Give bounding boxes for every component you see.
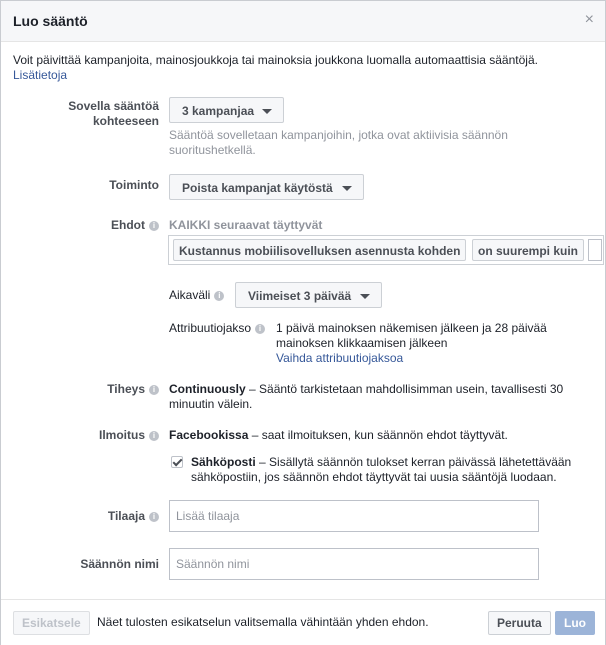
info-icon[interactable]: i [149, 431, 159, 441]
conditions-label [41, 218, 159, 233]
learn-more-link[interactable]: Lisätietoja [13, 68, 68, 82]
attribution-label-text: Attribuutiojakso [169, 321, 252, 335]
conditions-subtitle: KAIKKI seuraavat täyttyvät [169, 218, 323, 232]
attribution-line2: mainoksen klikkaamisen jälkeen [276, 336, 448, 350]
apply-note [169, 128, 569, 158]
subscriber-label [41, 509, 159, 524]
info-icon[interactable]: i [149, 385, 159, 395]
info-icon[interactable]: i [214, 291, 224, 301]
info-icon[interactable]: i [255, 324, 265, 334]
apply-to-dropdown[interactable] [169, 97, 284, 123]
attribution-label [169, 321, 265, 336]
subscriber-label-text: Tilaaja [107, 509, 145, 523]
condition-metric-token[interactable]: Kustannus mobiilisovelluksen asennusta kohden [173, 239, 466, 261]
email-desc-line2: sähköpostiin, jos säännön ehdot täyttyvät tai uusia sääntöjä luodaan. [191, 470, 557, 484]
preview-hint: Näet tulosten esikatselun valitsemalla vähintään yhden ehdon. [97, 615, 429, 629]
intro-description: Voit päivittää kampanjoita, mainosjoukkoja tai mainoksia joukkona luomalla automaattisia sääntöjä. [13, 53, 538, 67]
email-text [191, 455, 591, 485]
condition-value-input[interactable] [588, 239, 602, 261]
conditions-label-text: Ehdot [111, 218, 145, 232]
close-icon[interactable]: × [584, 11, 594, 28]
frequency-text [169, 382, 589, 412]
notification-channel: Facebookissa [169, 428, 249, 442]
frequency-desc-line2: minuutin välein. [169, 397, 253, 411]
condition-operator-token[interactable]: on suurempi kuin [472, 239, 584, 261]
email-label: Sähköposti [191, 455, 256, 469]
time-range-label-text: Aikaväli [169, 288, 211, 302]
notification-text [169, 428, 589, 443]
email-desc-line1: – Sisällytä säännön tulokset kerran päivässä lähetettävään [255, 455, 572, 469]
action-label: Toiminto [109, 178, 159, 192]
dialog-header [1, 1, 605, 42]
chevron-down-icon [360, 294, 370, 299]
notification-desc: – saat ilmoituksen, kun säännön ehdot täyttyvät. [248, 428, 508, 442]
rule-name-label: Säännön nimi [80, 557, 159, 571]
frequency-mode: Continuously [169, 382, 246, 396]
frequency-desc-line1: – Sääntö tarkistetaan mahdollisimman usein, tavallisesti 30 [245, 382, 564, 396]
change-attribution-link[interactable]: Vaihda attribuutiojaksoa [276, 351, 404, 365]
rule-name-input[interactable]: Säännön nimi [169, 548, 539, 580]
time-range-dropdown[interactable] [235, 282, 382, 308]
info-icon[interactable]: i [149, 512, 159, 522]
time-range-label [169, 288, 224, 303]
frequency-label-text: Tiheys [107, 382, 145, 396]
time-range-dropdown-value: Viimeiset 3 päivää [248, 289, 352, 303]
frequency-label [41, 382, 159, 397]
create-button[interactable]: Luo [555, 611, 595, 635]
conditions-token-box[interactable] [168, 235, 604, 265]
chevron-down-icon [262, 109, 272, 114]
preview-button[interactable]: Esikatsele [13, 611, 90, 635]
subscriber-input[interactable]: Lisää tilaaja [169, 500, 539, 532]
attribution-value [276, 321, 596, 366]
apply-to-dropdown-value: 3 kampanjaa [182, 104, 255, 118]
action-dropdown[interactable] [169, 174, 364, 200]
notification-label-text: Ilmoitus [98, 428, 145, 442]
chevron-down-icon [342, 186, 352, 191]
info-icon[interactable]: i [149, 221, 159, 231]
intro-text [13, 53, 583, 83]
apply-label-line2: kohteeseen [92, 114, 159, 128]
apply-label-line1: Sovella sääntöä [68, 99, 159, 113]
action-dropdown-value: Poista kampanjat käytöstä [182, 181, 333, 195]
apply-note-line1: Sääntöä sovelletaan kampanjoihin, jotka ovat aktiivisia säännön [169, 128, 508, 142]
apply-note-line2: suoritushetkellä. [169, 143, 256, 157]
email-checkbox[interactable] [171, 456, 183, 468]
dialog-footer [1, 599, 605, 645]
dialog-title: Luo sääntö [13, 13, 88, 29]
apply-label [41, 99, 159, 129]
attribution-line1: 1 päivä mainoksen näkemisen jälkeen ja 28 päivää [276, 321, 547, 335]
cancel-button[interactable]: Peruuta [488, 611, 551, 635]
notification-label [41, 428, 159, 443]
